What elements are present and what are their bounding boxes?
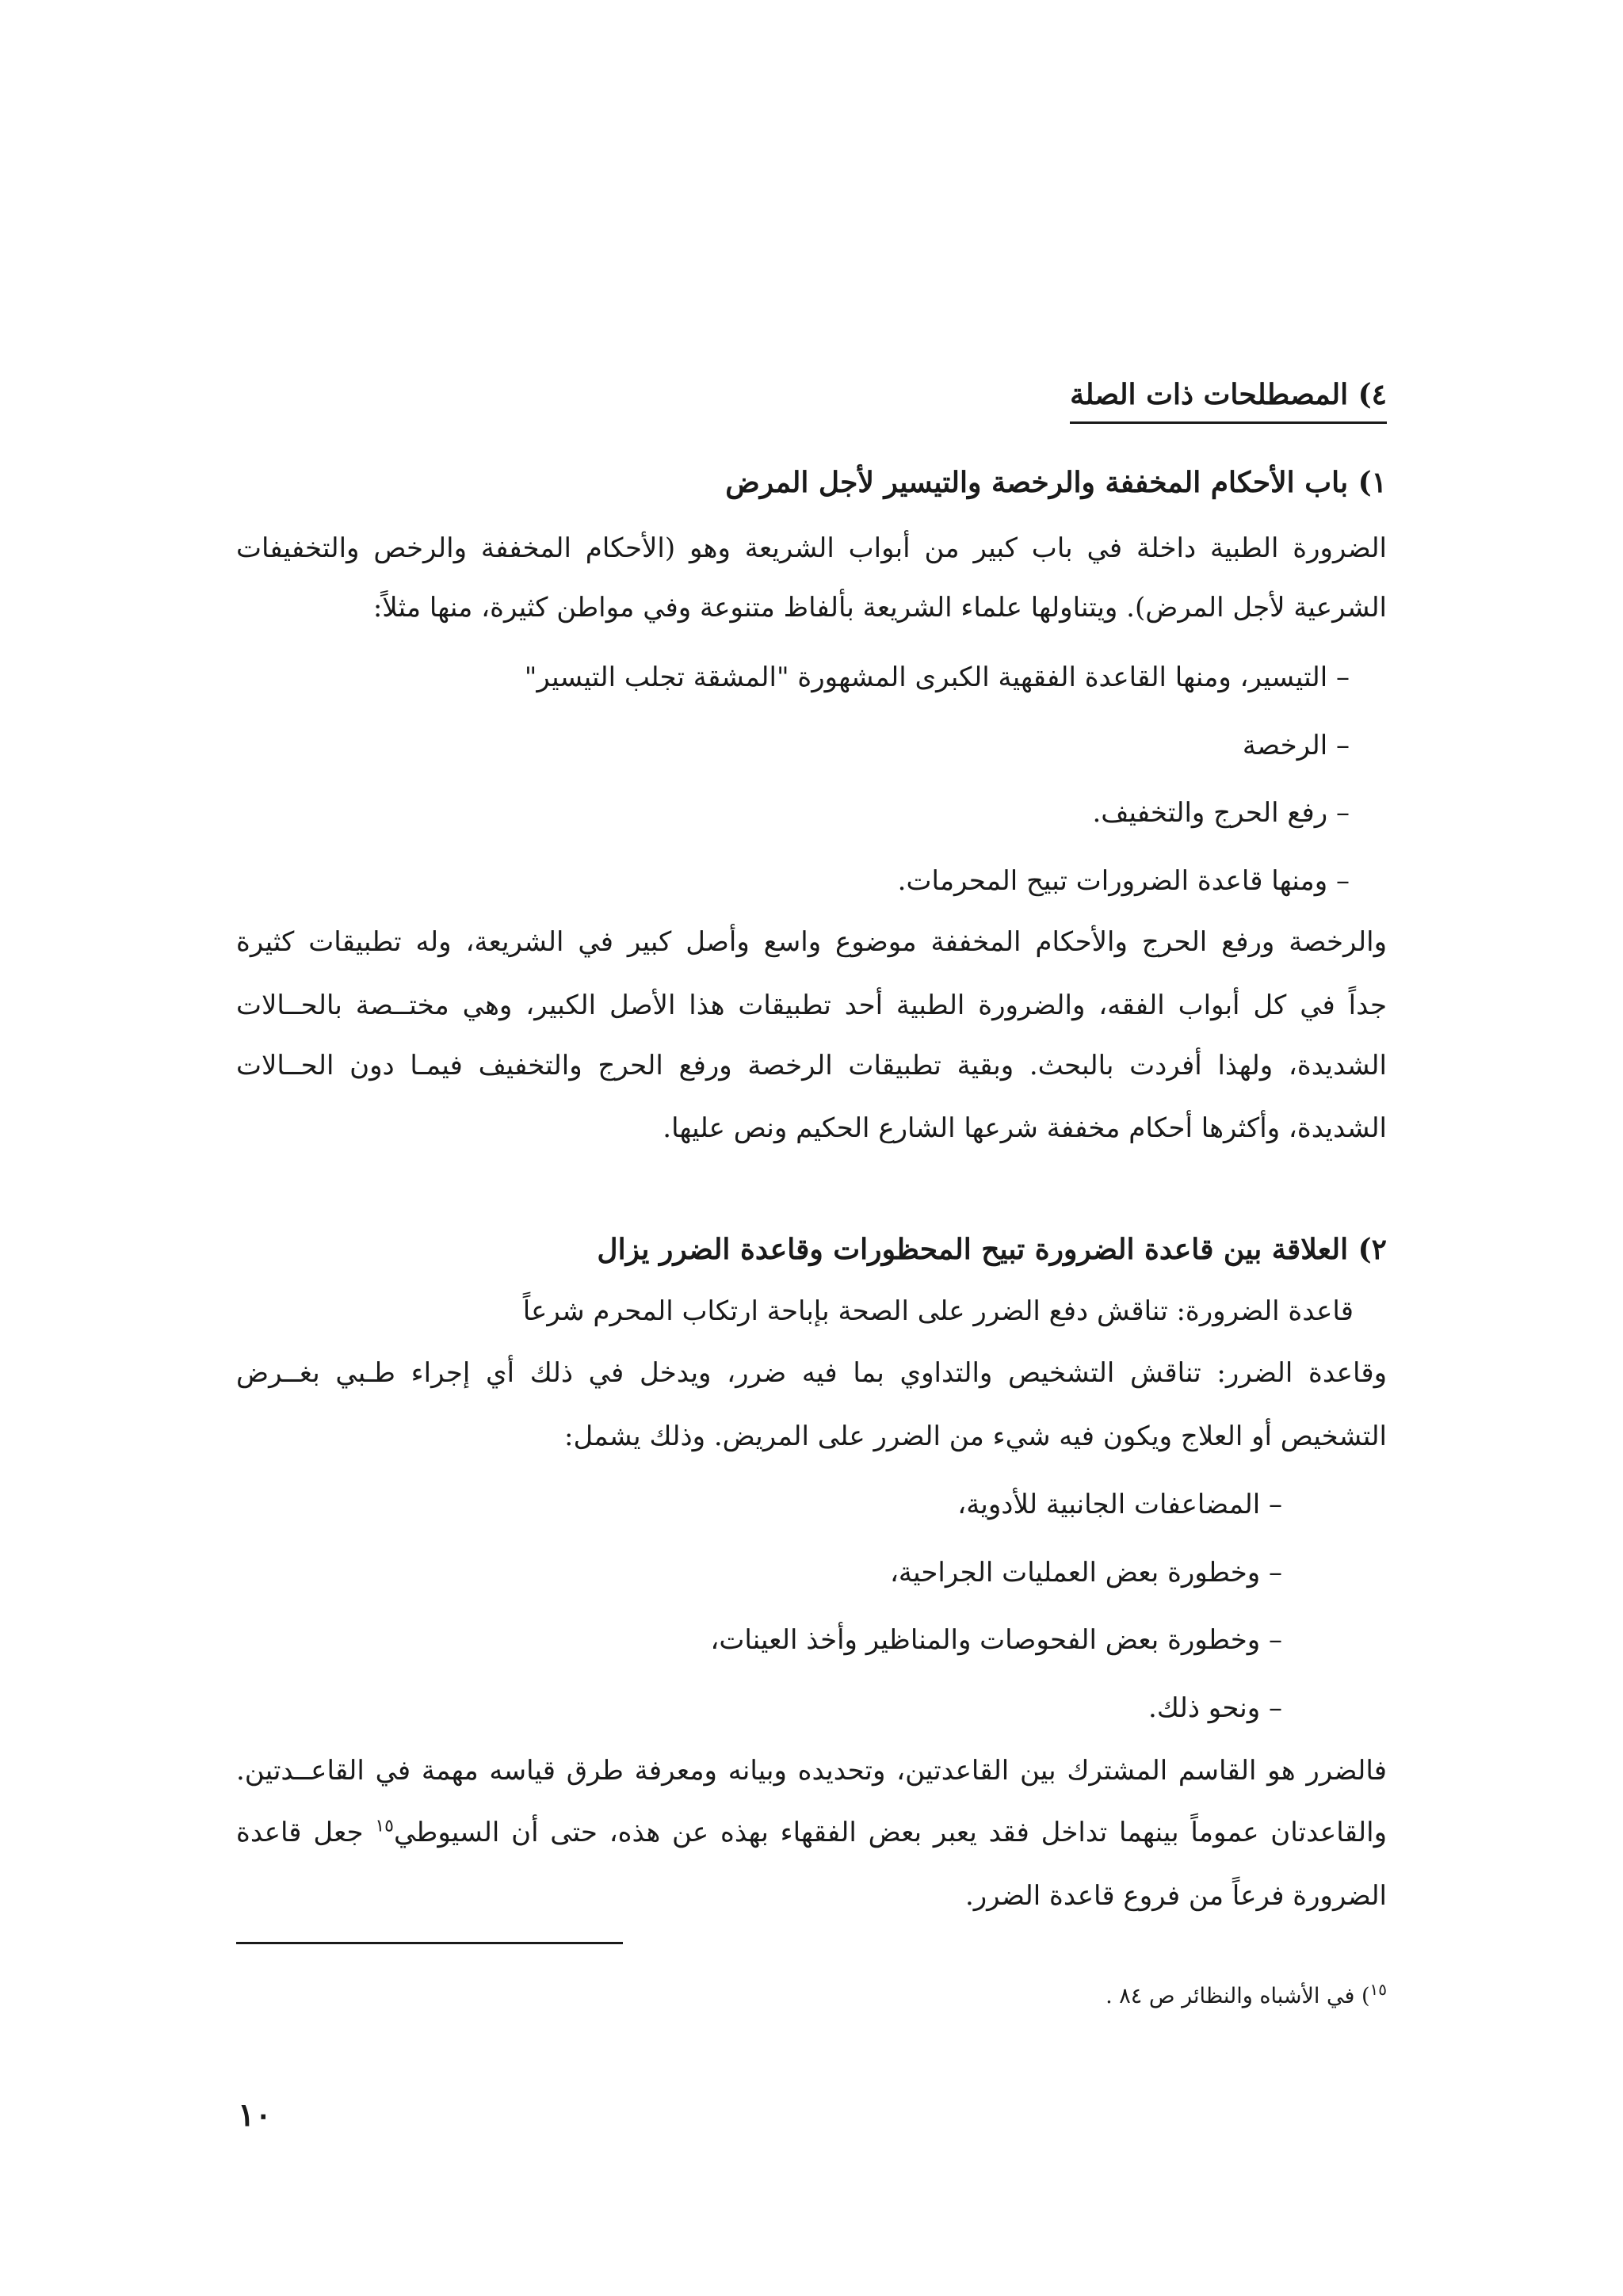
subsection-1-heading: ١) باب الأحكام المخففة والرخصة والتيسير لأجل المرض — [725, 466, 1387, 499]
sub1-list-item: – ومنها قاعدة الضرورات تبيح المحرمات. — [897, 865, 1350, 897]
sub2-paragraph-2-line-1: وقاعدة الضرر: تناقش التشخيص والتداوي بما فيه ضرر، ويدخل في ذلك أي إجراء طـبي بغــرض — [236, 1357, 1387, 1389]
sub1-paragraph-1-line-1: الضرورة الطبية داخلة في باب كبير من أبواب الشريعة وهو (الأحكام المخففة والرخص والتخفيفات — [236, 532, 1387, 564]
sub2-paragraph-1: قاعدة الضرورة: تناقش دفع الضرر على الصحة بإباحة ارتكاب المحرم شرعاً — [522, 1295, 1354, 1327]
sub1-paragraph-2-line-3: الشديدة، ولهذا أفردت بالبحث. وبقية تطبيقات الرخصة ورفع الحرج والتخفيف فيمـا دون الحــالات — [236, 1050, 1387, 1081]
sub2-paragraph-3-line-3: الضرورة فرعاً من فروع قاعدة الضرر. — [964, 1880, 1387, 1912]
section-heading: ٤) المصطلحات ذات الصلة — [1070, 376, 1387, 424]
sub2-paragraph-3-line-2-text-a: والقاعدتان عموماً بينهما تداخل فقد يعبر بعض الفقهاء بهذه عن هذه، حتى أن السيوطي — [393, 1817, 1388, 1848]
footnote-reference[interactable]: ١٥ — [375, 1816, 394, 1836]
sub1-paragraph-1-line-2: الشرعية لأجل المرض). ويتناولها علماء الشريعة بألفاظ متنوعة وفي مواطن كثيرة، منها مثلاً: — [372, 592, 1387, 624]
sub2-paragraph-3-line-2-text-b: جعل قاعدة — [236, 1817, 376, 1848]
sub2-list-item: – وخطورة بعض الفحوصات والمناظير وأخذ العينات، — [710, 1624, 1282, 1656]
sub1-paragraph-2-line-1: والرخصة ورفع الحرج والأحكام المخففة موضوع واسع وأصل كبير في الشريعة، وله تطبيقات كثيرة — [236, 926, 1387, 958]
footnote — [1106, 1974, 1387, 2012]
sub2-list-item: – المضاعفات الجانبية للأدوية، — [957, 1489, 1282, 1520]
footnote-text: ) في الأشباه والنظائر ص ٨٤ . — [1106, 1984, 1370, 2008]
sub1-list-item: – التيسير، ومنها القاعدة الفقهية الكبرى المشهورة "المشقة تجلب التيسير" — [524, 662, 1350, 693]
footnote-number: ١٥ — [1369, 1980, 1387, 1999]
sub1-list-item: – الرخصة — [1242, 730, 1350, 761]
sub1-list-item: – رفع الحرج والتخفيف. — [1092, 797, 1350, 829]
footnote-separator — [236, 1942, 623, 1944]
sub1-paragraph-2-line-4: الشديدة، وأكثرها أحكام مخففة شرعها الشارع الحكيم ونص عليها. — [663, 1112, 1387, 1144]
sub2-list-item: – وخطورة بعض العمليات الجراحية، — [889, 1557, 1282, 1589]
sub2-paragraph-2-line-2: التشخيص أو العلاج ويكون فيه شيء من الضرر على المريض. وذلك يشمل: — [563, 1421, 1387, 1452]
sub2-paragraph-3-line-1: فالضرر هو القاسم المشترك بين القاعدتين، وتحديده وبيانه ومعرفة طرق قياسه مهمة في القاعــدتين. — [236, 1755, 1387, 1787]
sub2-list-item: – ونحو ذلك. — [1148, 1692, 1282, 1724]
page-number: ١٠ — [238, 2096, 272, 2134]
sub1-paragraph-2-line-2: جداً في كل أبواب الفقه، والضرورة الطبية أحد تطبيقات هذا الأصل الكبير، وهي مختــصة بالحــالات — [236, 990, 1387, 1021]
subsection-2-heading: ٢) العلاقة بين قاعدة الضرورة تبيح المحظورات وقاعدة الضرر يزال — [597, 1233, 1387, 1266]
sub2-paragraph-3-line-2 — [236, 1814, 1387, 1852]
